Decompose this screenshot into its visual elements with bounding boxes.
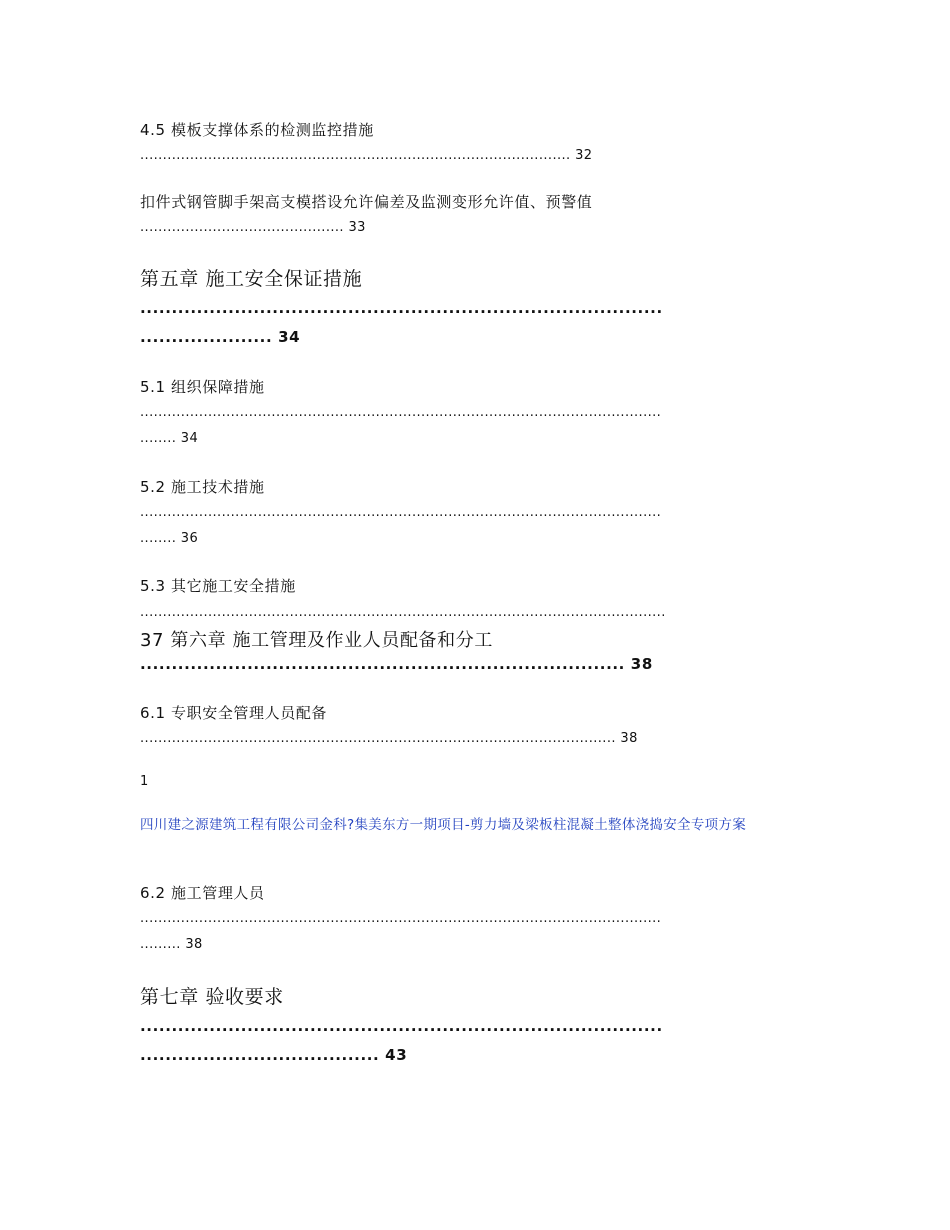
toc-dot-leader: ................................................................................... — [140, 1017, 663, 1035]
toc-entry-title: 5.3 其它施工安全措施 — [140, 577, 296, 595]
toc-dot-leader-page: ......................................................................................................... 38 — [140, 731, 638, 746]
document-footer: 四川建之源建筑工程有限公司金科?集美东方一期项目-剪力墙及梁板柱混凝土整体浇捣安全专项方案 — [140, 817, 747, 833]
toc-dot-leader: ............................................................................................... 32 — [140, 148, 593, 163]
toc-entry-title: 5.2 施工技术措施 — [140, 478, 265, 496]
toc-dot-leader: ................................................................................................................... — [140, 911, 662, 926]
toc-dot-leader: .................................................................................................................... — [140, 605, 666, 620]
toc-entry-title: 6.2 施工管理人员 — [140, 884, 265, 902]
toc-entry-title: 6.1 专职安全管理人员配备 — [140, 704, 328, 722]
chapter-title: 37 第六章 施工管理及作业人员配备和分工 — [140, 630, 493, 651]
page-number: 1 — [140, 774, 149, 789]
chapter-title: 第七章 验收要求 — [140, 986, 284, 1008]
toc-dot-leader-page: ..................... 34 — [140, 328, 301, 346]
toc-entry-title: 扣件式钢管脚手架高支模搭设允许偏差及监测变形允许值、预警值 — [140, 193, 593, 211]
toc-dot-leader-page: ........ 34 — [140, 431, 199, 446]
toc-dot-leader: ................................................................................................................... — [140, 405, 662, 420]
toc-entry-title: 5.1 组织保障措施 — [140, 378, 265, 396]
chapter-title: 第五章 施工安全保证措施 — [140, 268, 363, 290]
toc-dot-leader: ................................................................................................................... — [140, 505, 662, 520]
toc-dot-leader: ................................................................................... — [140, 299, 663, 317]
toc-dot-leader-page: ......... 38 — [140, 937, 203, 952]
toc-entry-title: 4.5 模板支撑体系的检测监控措施 — [140, 121, 374, 139]
toc-dot-leader-page: ........ 36 — [140, 531, 199, 546]
toc-dot-leader-page: ............................................................................. 38 — [140, 655, 653, 673]
toc-dot-leader: ............................................. 33 — [140, 220, 366, 235]
toc-dot-leader-page: ...................................... 43 — [140, 1046, 408, 1064]
